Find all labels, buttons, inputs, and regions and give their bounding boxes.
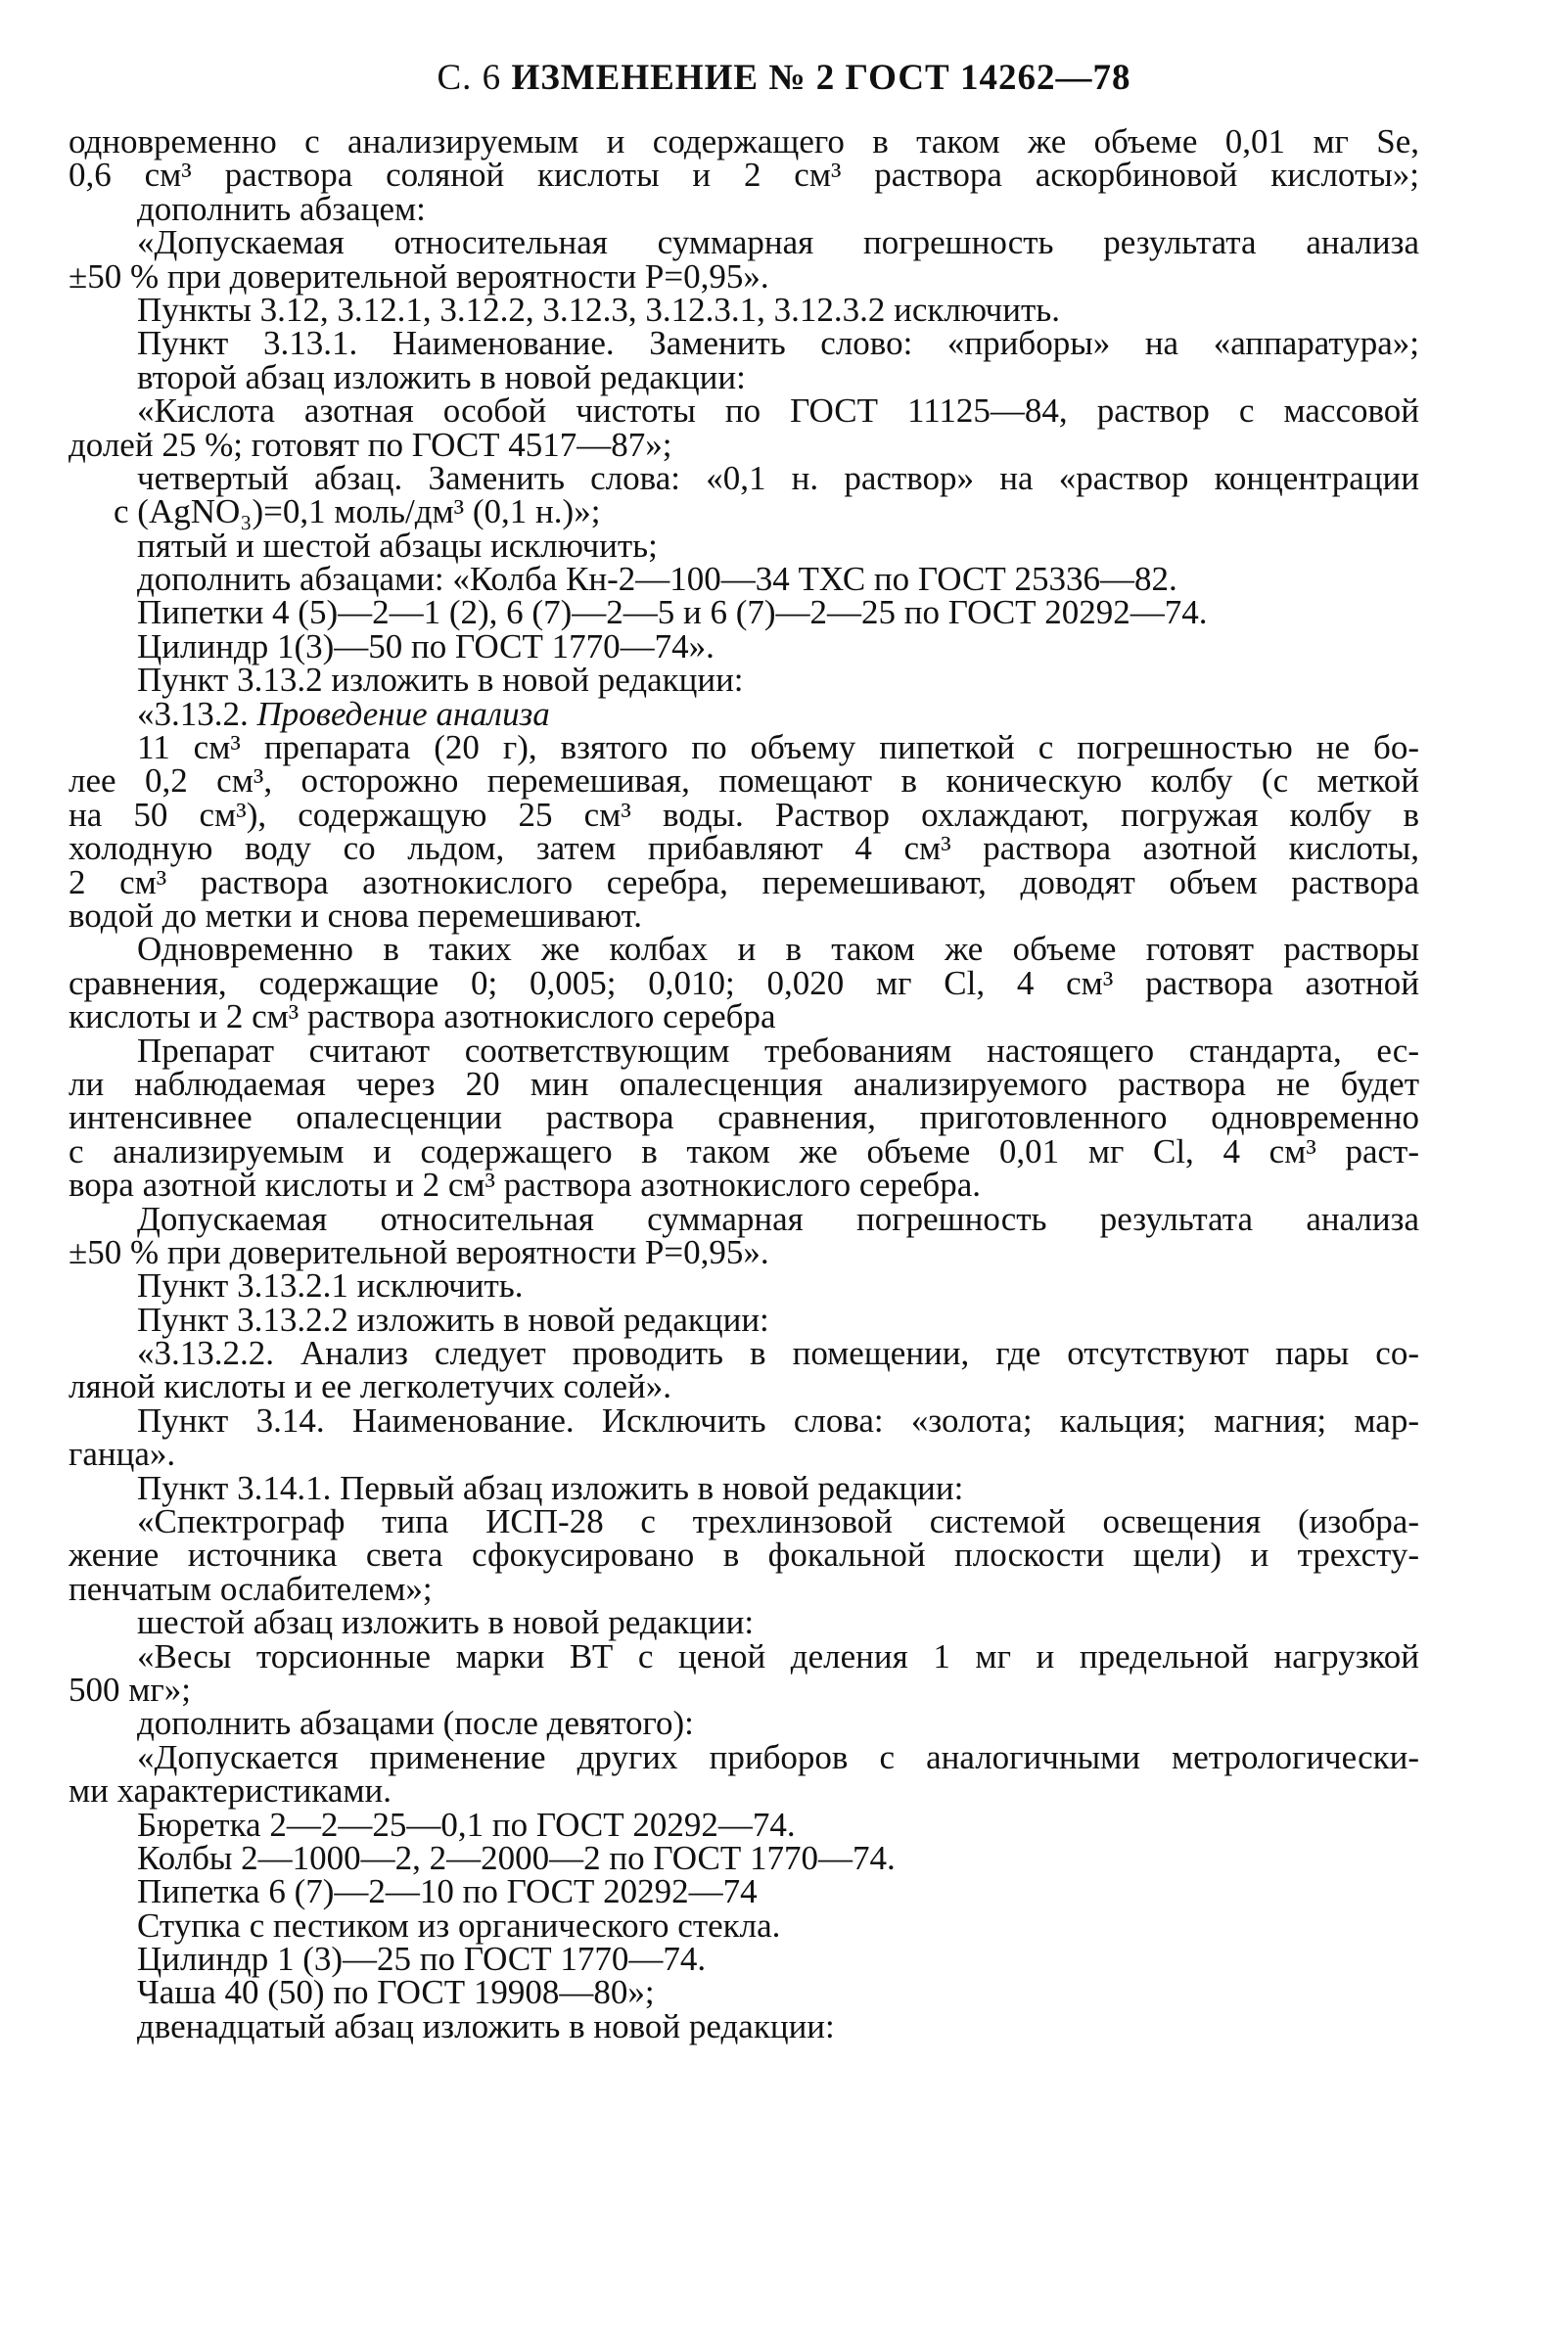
text-line: двенадцатый абзац изложить в новой редакции: <box>137 2006 835 2045</box>
section-heading <box>69 694 1419 733</box>
text-line: Колбы 2—1000—2, 2—2000—2 по ГОСТ 1770—74. <box>137 1838 896 1877</box>
text-line: интенсивнее опалесценции раствора сравнения, приготовленного одновременно <box>69 1098 1419 1137</box>
text-line: «Весы торсионные марки ВТ с ценой деления 1 мг и предельной нагрузкой <box>137 1636 1419 1675</box>
text-line: с анализируемым и содержащего в таком же объеме 0,01 мг Cl, 4 см³ раст- <box>69 1131 1419 1170</box>
text-line: дополнить абзацами: «Колба Кн-2—100—34 ТХС по ГОСТ 25336—82. <box>137 560 1177 599</box>
page-title: ИЗМЕНЕНИЕ № 2 ГОСТ 14262—78 <box>511 58 1131 98</box>
text-line: Пункт 3.14. Наименование. Исключить слова: «золота; кальция; магния; мар- <box>137 1400 1419 1440</box>
text-line: водой до метки и снова перемешивают. <box>69 895 643 935</box>
text-line: на 50 см³), содержащую 25 см³ воды. Раствор охлаждают, погружая колбу в <box>69 795 1419 834</box>
text-line: одновременно с анализируемым и содержащего в таком же объеме 0,01 мг Se, <box>69 122 1419 161</box>
text-line: шестой абзац изложить в новой редакции: <box>137 1603 755 1642</box>
document-body <box>69 122 1419 2045</box>
page-header <box>0 57 1568 99</box>
section-number: «3.13.2. <box>137 694 249 733</box>
text-line: холодную воду со льдом, затем прибавляют 4 см³ раствора азотной кислоты, <box>69 829 1419 868</box>
text-line: Ступка с пестиком из органического стекла. <box>137 1905 781 1945</box>
text-line: Чаша 40 (50) по ГОСТ 19908—80»; <box>137 1973 655 2012</box>
text-line: вора азотной кислоты и 2 см³ раствора азотнокислого серебра. <box>69 1166 982 1205</box>
text-line: Пункт 3.13.1. Наименование. Заменить слово: «приборы» на «аппаратура»; <box>137 324 1419 363</box>
text-line: Препарат считают соответствующим требованиям настоящего стандарта, ес- <box>137 1031 1419 1070</box>
text-line: «3.13.2.2. Анализ следует проводить в помещении, где отсутствуют пары со- <box>137 1334 1419 1373</box>
text-line: Цилиндр 1(3)—50 по ГОСТ 1770—74». <box>137 626 715 666</box>
text-line: «Допускается применение других приборов с аналогичными метрологически- <box>137 1737 1419 1776</box>
text-line: «Спектрограф типа ИСП-28 с трехлинзовой системой освещения (изобра- <box>137 1502 1419 1541</box>
text-line: Бюретка 2—2—25—0,1 по ГОСТ 20292—74. <box>137 1805 796 1844</box>
text-line: лее 0,2 см³, осторожно перемешивая, помещают в коническую колбу (с меткой <box>69 761 1419 801</box>
text-line: 11 см³ препарата (20 г), взятого по объему пипеткой с погрешностью не бо- <box>137 728 1419 767</box>
text-line: дополнить абзацем: <box>137 189 426 228</box>
text-line: кислоты и 2 см³ раствора азотнокислого серебра <box>69 997 776 1036</box>
text-line: пятый и шестой абзацы исключить; <box>137 526 658 565</box>
text-line: 0,6 см³ раствора соляной кислоты и 2 см³ раствора аскорбиновой кислоты»; <box>69 156 1419 195</box>
text-line: «Допускаемая относительная суммарная погрешность результата анализа <box>137 223 1419 262</box>
text-line: ми характеристиками. <box>69 1771 392 1811</box>
text-line: Одновременно в таких же колбах и в таком же объеме готовят растворы <box>137 930 1419 969</box>
text-line: второй абзац изложить в новой редакции: <box>137 357 746 396</box>
text-line: сравнения, содержащие 0; 0,005; 0,010; 0,020 мг Cl, 4 см³ раствора азотной <box>69 963 1419 1002</box>
text-line: ли наблюдаемая через 20 мин опалесценция анализируемого раствора не будет <box>69 1064 1419 1103</box>
text-line: Пипетки 4 (5)—2—1 (2), 6 (7)—2—5 и 6 (7)—2—25 по ГОСТ 20292—74. <box>137 593 1208 632</box>
text-line: ганца». <box>69 1435 176 1474</box>
text-line: ±50 % при доверительной вероятности P=0,95». <box>69 256 769 296</box>
text-line: ляной кислоты и ее легколетучих солей». <box>69 1367 672 1406</box>
text-line: ±50 % при доверительной вероятности P=0,95». <box>69 1232 769 1271</box>
text-line: Пункт 3.13.2 изложить в новой редакции: <box>137 661 744 700</box>
text-line: Допускаемая относительная суммарная погрешность результата анализа <box>137 1199 1419 1238</box>
text-line: Цилиндр 1 (3)—25 по ГОСТ 1770—74. <box>137 1940 707 1979</box>
text-line: Пункт 3.14.1. Первый абзац изложить в новой редакции: <box>137 1468 964 1507</box>
text-line: Пункт 3.13.2.2 изложить в новой редакции: <box>137 1300 769 1339</box>
text-line: c (AgNO₃)=0,1 моль/дм³ (0,1 н.)»; <box>114 492 601 531</box>
text-line: долей 25 %; готовят по ГОСТ 4517—87»; <box>69 425 672 464</box>
text-line: Пункт 3.13.2.1 исключить. <box>137 1266 524 1306</box>
text-line: пенчатым ослабителем»; <box>69 1569 433 1608</box>
text-line: жение источника света сфокусировано в фокальной плоскости щели) и трехсту- <box>69 1536 1419 1575</box>
text-line: 2 см³ раствора азотнокислого серебра, перемешивают, доводят объем раствора <box>69 862 1419 901</box>
page-number: С. 6 <box>437 58 502 98</box>
text-line: четвертый абзац. Заменить слова: «0,1 н. раствор» на «раствор концентрации <box>137 458 1419 497</box>
section-title: Проведение анализа <box>256 694 550 733</box>
text-line: «Кислота азотная особой чистоты по ГОСТ 11125—84, раствор с массовой <box>137 391 1419 431</box>
text-line: Пипетка 6 (7)—2—10 по ГОСТ 20292—74 <box>137 1872 758 1911</box>
text-line: дополнить абзацами (после девятого): <box>137 1704 694 1743</box>
text-line: 500 мг»; <box>69 1670 191 1709</box>
text-line: Пункты 3.12, 3.12.1, 3.12.2, 3.12.3, 3.12.3.1, 3.12.3.2 исключить. <box>137 290 1061 329</box>
